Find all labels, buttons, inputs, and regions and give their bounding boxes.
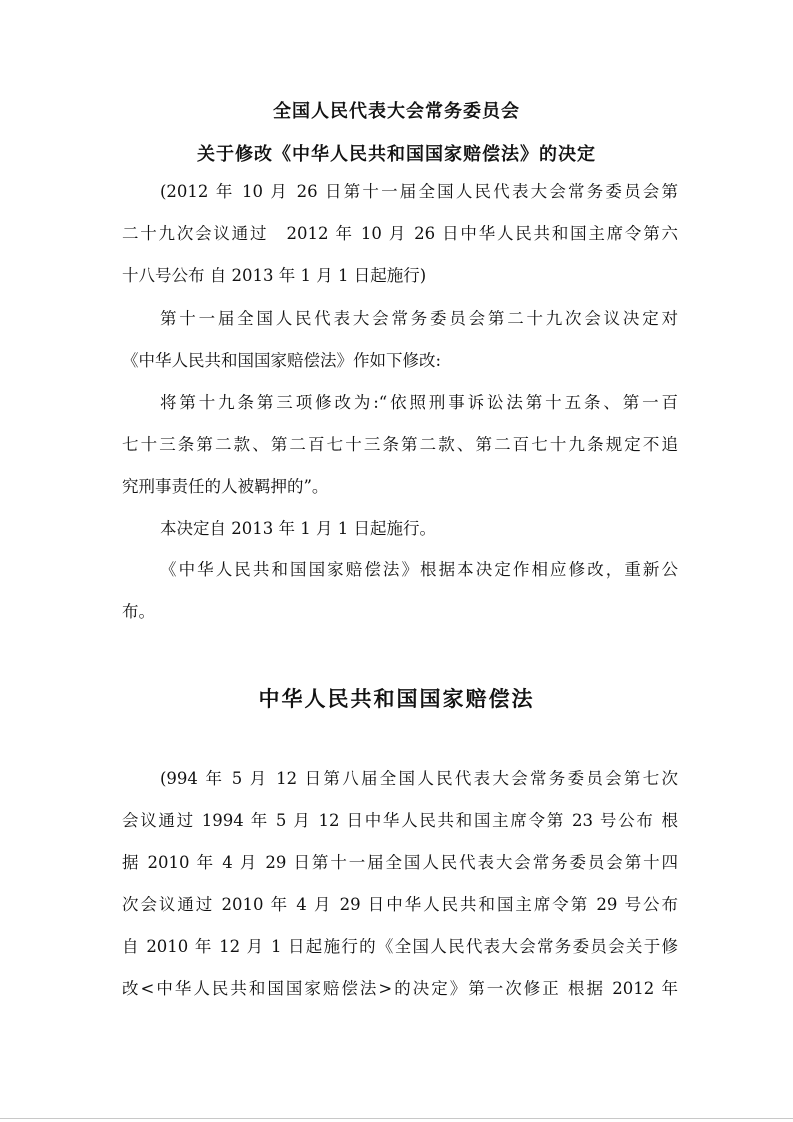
- decision-paragraph-line: 《中华人民共和国国家赔偿法》作如下修改:: [122, 351, 442, 370]
- decision-title-line1: 全国人民代表大会常务委员会: [273, 101, 520, 122]
- decision-note-line: (2012 年 10 月 26 日第十一届全国人民代表大会常务委员会第: [160, 182, 678, 201]
- decision-title-line2: 关于修改《中华人民共和国国家赔偿法》的决定: [197, 144, 596, 165]
- law-note-line: 次会议通过 2010 年 4 月 29 日中华人民共和国主席令第 29 号公布: [122, 895, 678, 914]
- decision-paragraph-line: 将第十九条第三项修改为:“依照刑事诉讼法第十五条、第一百: [160, 393, 678, 412]
- decision-paragraph-line: 布。: [122, 602, 155, 621]
- law-note-line: 自 2010 年 12 月 1 日起施行的《全国人民代表大会常务委员会关于修: [122, 937, 678, 956]
- decision-paragraph-line: 究刑事责任的人被羁押的”。: [122, 477, 329, 496]
- decision-note-line: 十八号公布 自 2013 年 1 月 1 日起施行): [122, 266, 427, 285]
- page-bottom-rule: [0, 1118, 793, 1119]
- decision-note-line: 二十九次会议通过 2012 年 10 月 26 日中华人民共和国主席令第六: [122, 224, 678, 243]
- law-note-line: 会议通过 1994 年 5 月 12 日中华人民共和国主席令第 23 号公布 根: [122, 811, 678, 830]
- decision-paragraph-line: 第十一届全国人民代表大会常务委员会第二十九次会议决定对: [160, 309, 678, 328]
- decision-paragraph-line: 《中华人民共和国国家赔偿法》根据本决定作相应修改，重新公: [160, 560, 678, 579]
- law-note-line: 据 2010 年 4 月 29 日第十一届全国人民代表大会常务委员会第十四: [122, 853, 678, 872]
- law-note-line: 改<中华人民共和国国家赔偿法>的决定》第一次修正 根据 2012 年: [122, 979, 678, 998]
- decision-paragraph-line: 本决定自 2013 年 1 月 1 日起施行。: [160, 519, 436, 538]
- law-title: 中华人民共和国国家赔偿法: [258, 687, 535, 711]
- decision-paragraph-line: 七十三条第二款、第二百七十三条第二款、第二百七十九条规定不追: [122, 435, 678, 454]
- law-note-line: (994 年 5 月 12 日第八届全国人民代表大会常务委员会第七次: [160, 769, 678, 788]
